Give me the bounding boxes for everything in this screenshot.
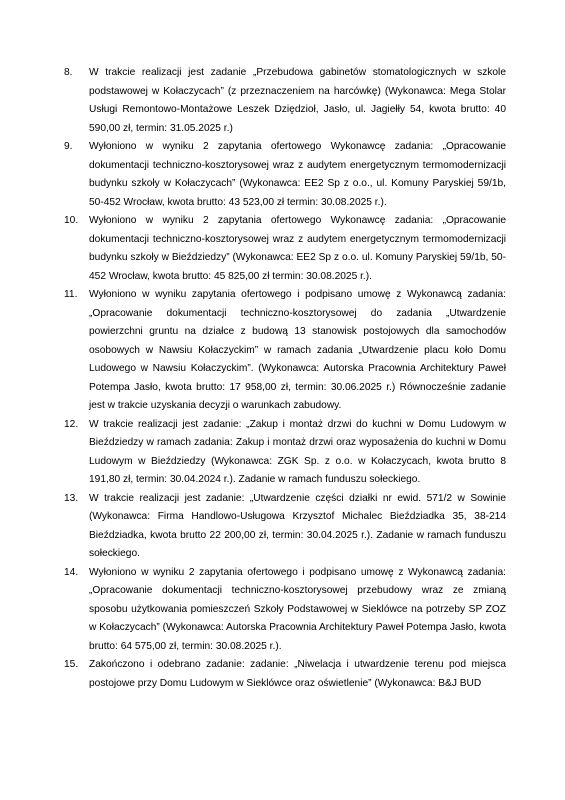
list-item	[64, 656, 506, 693]
list-item	[64, 212, 506, 286]
item-text: Wyłoniono w wyniku 2 zapytania ofertowego Wykonawcę zadania: „Opracowanie dokumentacji techniczno-kosztorysowej wraz z audytem energetycznym termomodernizacji budynku szkoły w Kołaczycach” (Wykonawca: EE2 Sp z o.o., ul. Komuny Paryskiej 59/1b, 50-452 Wrocław, kwota brutto: 43 523,00 zł termin: 30.08.2025 r.).	[89, 141, 506, 208]
item-number: 8.	[64, 67, 73, 78]
list-item	[64, 490, 506, 564]
item-number: 9.	[64, 141, 73, 152]
list-item	[64, 564, 506, 657]
item-text: W trakcie realizacji jest zadanie: „Utwardzenie części działki nr ewid. 571/2 w Sowinie (Wykonawca: Firma Handlowo-Usługowa Krzysztof Michalec Bieździadka 35, 38-214 Bieździadka, kwota brutto 22 200,00 zł, termin: 30.04.2025 r.). Zadanie w ramach funduszu sołeckiego.	[89, 492, 506, 559]
item-text: Wyłoniono w wyniku zapytania ofertowego i podpisano umowę z Wykonawcą zadania: „Opracowanie dokumentacji techniczno-kosztorysowej do zadania „Utwardzenie powierzchni gruntu na działce z budową 13 stanowisk postojowych dla samochodów osobowych w Nawsiu Kołaczyckim” w ramach zadania „Utwardzenie placu koło Domu Ludowego w Nawsiu Kołaczyckim”. (Wykonawca: Autorska Pracownia Architektury Paweł Potempa Jasło, kwota brutto: 17 958,00 zł, termin: 30.06.2025 r.) Równocześnie zadanie jest w trakcie uzyskania decyzji o warunkach zabudowy.	[89, 289, 506, 411]
item-number: 10.	[64, 215, 79, 226]
item-text: Zakończono i odebrano zadanie: zadanie: „Niwelacja i utwardzenie terenu pod miejsca postojowe przy Domu Ludowym w Sieklówce oraz oświetlenie” (Wykonawca: B&J BUD	[89, 659, 506, 689]
item-text: W trakcie realizacji jest zadanie: „Zakup i montaż drzwi do kuchni w Domu Ludowym w Bieździedzy w ramach zadania: Zakup i montaż drzwi oraz wyposażenia do kuchni w Domu Ludowym w Bieździedzy (Wykonawca: ZGK Sp. z o.o. w Kołaczycach, kwota brutto 8 191,80 zł, termin: 30.04.2024 r.). Zadanie w ramach funduszu sołeckiego.	[89, 418, 506, 485]
list-item	[64, 416, 506, 490]
item-number: 14.	[64, 566, 79, 578]
item-text: Wyłoniono w wyniku 2 zapytania ofertowego Wykonawcę zadania: „Opracowanie dokumentacji techniczno-kosztorysowej wraz z audytem energetycznym termomodernizacji budynku szkoły w Bieździedzy” (Wykonawca: EE2 Sp z o.o. ul. Komuny Paryskiej 59/1b, 50-452 Wrocław, kwota brutto: 45 825,00 zł termin: 30.08.2025 r.).	[89, 215, 506, 282]
item-text: Wyłoniono w wyniku 2 zapytania ofertowego i podpisano umowę z Wykonawcą zadania: „Opracowanie dokumentacji techniczno-kosztorysowej przebudowy wraz ze zmianą sposobu użytkowania pomieszczeń Szkoły Podstawowej w Sieklówce na potrzeby SP ZOZ w Kołaczycach” (Wykonawca: Autorska Pracownia Architektury Paweł Potempa Jasło, kwota brutto: 64 575,00 zł, termin: 30.08.2025 r.).	[89, 566, 506, 652]
item-number: 15.	[64, 659, 79, 670]
list-item	[64, 286, 506, 416]
list-item	[64, 138, 506, 212]
item-number: 12.	[64, 418, 79, 430]
item-number: 11.	[64, 289, 78, 300]
list-item	[64, 64, 506, 138]
task-list	[64, 64, 506, 693]
item-text: W trakcie realizacji jest zadanie „Przebudowa gabinetów stomatologicznych w szkole podstawowej w Kołaczycach” (z przeznaczeniem na harcówkę) (Wykonawca: Mega Stolar Usługi Remontowo-Montażowe Leszek Dziędzioł, Jasło, ul. Jagiełły 54, kwota brutto: 40 590,00 zł, termin: 31.05.2025 r.)	[89, 67, 506, 134]
item-number: 13.	[64, 492, 79, 504]
